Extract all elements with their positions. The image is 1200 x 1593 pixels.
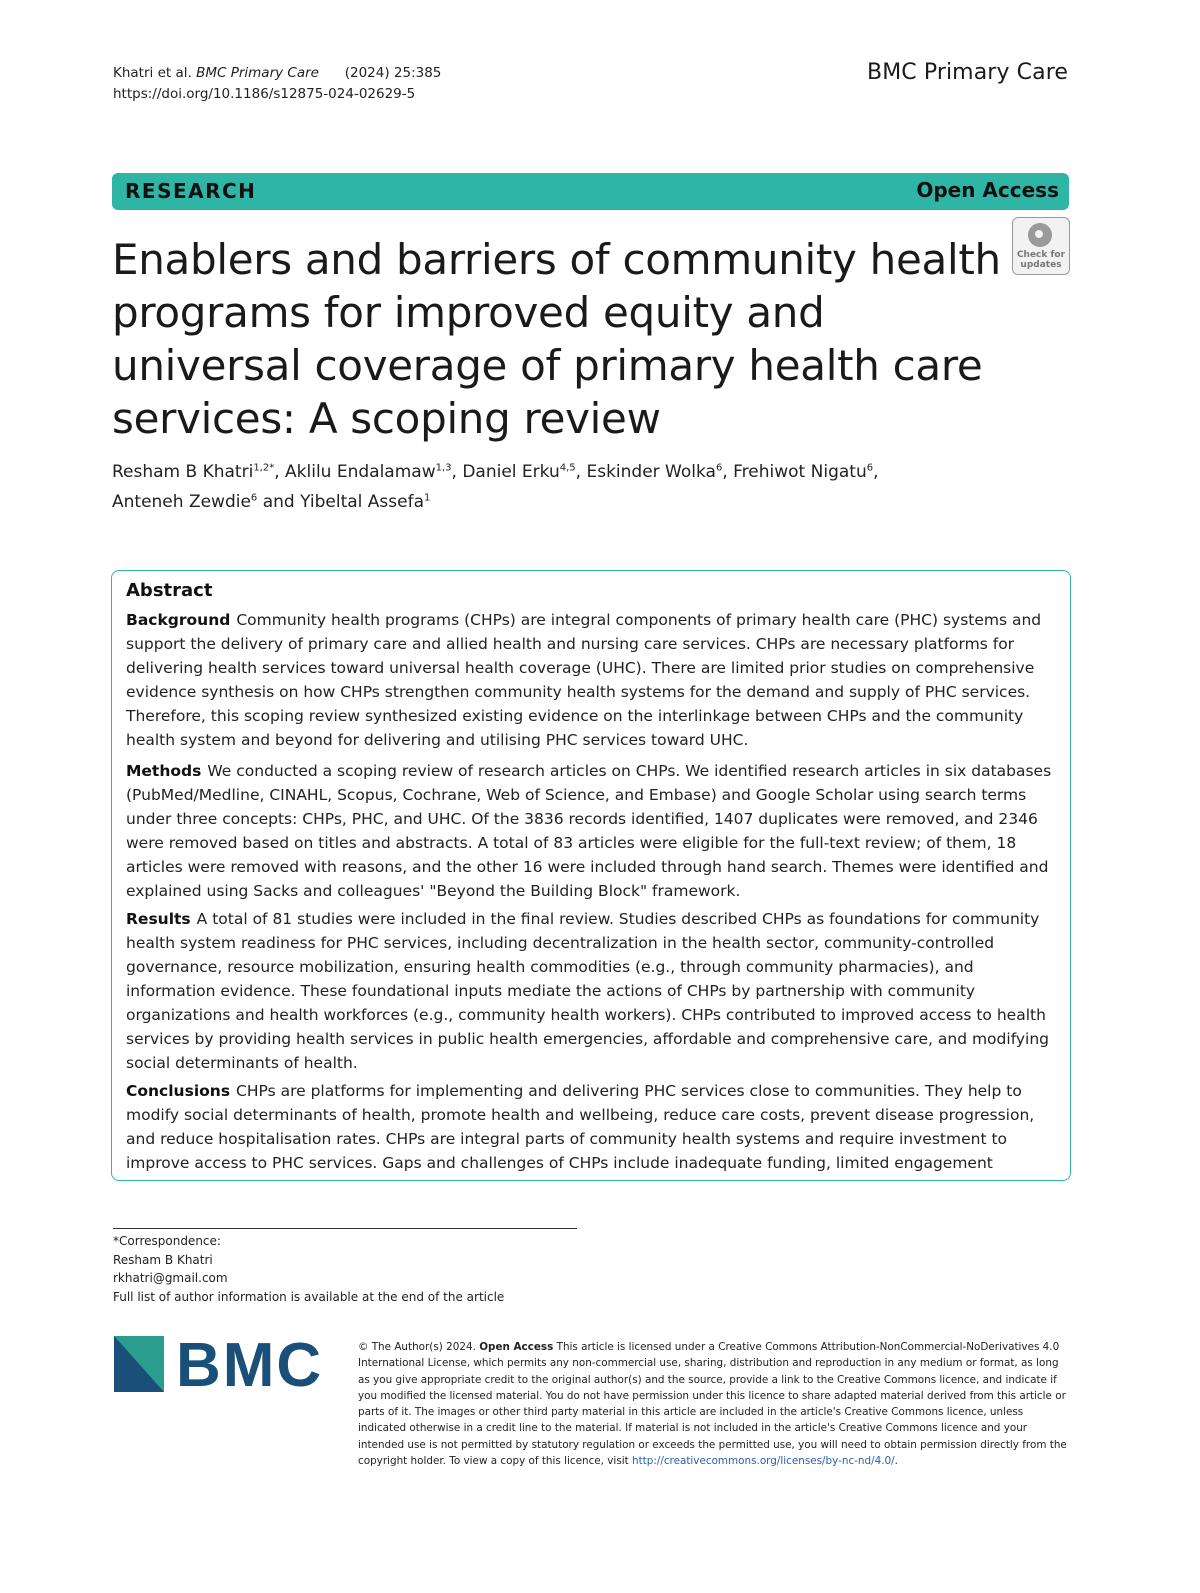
correspondence-label: *Correspondence: <box>113 1234 221 1248</box>
badge-text: Check for updates <box>1016 250 1066 270</box>
license-open-access: Open Access <box>479 1341 554 1353</box>
background-label: Background <box>126 611 231 629</box>
background-text: Community health programs (CHPs) are integral components of primary health care (PHC) systems and support the delivery of primary care and allied health and nursing care services. CHPs are necessary platforms for delivering health services toward universal health coverage (UHC). There are limited prior studies on comprehensive evidence synthesis on how CHPs strengthen community health systems for the demand and supply of PHC services. Therefore, this scoping review synthesized existing evidence on the interlinkage between CHPs and the community health system and beyond for delivering and utilising PHC services toward UHC. <box>126 611 1042 749</box>
author-affiliation: 6 <box>715 462 723 474</box>
author-affiliation: 1,2* <box>253 462 275 474</box>
abstract-box <box>111 570 1071 1181</box>
author-info-note: Full list of author information is available at the end of the article <box>113 1289 505 1304</box>
footnote-divider <box>113 1228 577 1229</box>
logo-text: BMC <box>176 1336 324 1392</box>
author-list: Resham B Khatri$^{1,2*}$, Aklilu Endalamaw$^{1,3}$, Daniel Erku$^{4,5}$, Eskinder Wolka$^6$, Frehiwot Nigatu$^6$, Anteneh Zewdie$^6$ and Yibeltal Assefa$^1$ <box>112 462 879 512</box>
citation-journal: BMC Primary Care <box>196 65 319 81</box>
results-label: Results <box>126 910 191 928</box>
author-name[interactable]: Yibeltal Assefa <box>300 492 424 512</box>
author-affiliation: 4,5 <box>559 462 576 474</box>
correspondence-email[interactable]: rkhatri@gmail.com <box>113 1271 228 1285</box>
author-name[interactable]: Resham B Khatri <box>112 462 254 482</box>
abstract-results <box>126 907 1056 1075</box>
author-name[interactable]: Aklilu Endalamaw <box>285 462 436 482</box>
check-for-updates-badge[interactable] <box>1012 217 1070 275</box>
open-access-label: Open Access <box>916 178 1059 202</box>
article-type-label: RESEARCH <box>125 179 257 203</box>
methods-text: We conducted a scoping review of research articles on CHPs. We identified research articles in six databases (PubMed/Medline, CINAHL, Scopus, Cochrane, Web of Science, and Embase) and Google Scholar using search terms under three concepts: CHPs, PHC, and UHC. Of the 3836 records identified, 1407 duplicates were removed, and 2346 were removed based on titles and abstracts. A total of 83 articles were eligible for the full-text review; of them, 18 articles were removed with reasons, and the other 16 were included through hand search. Themes were identified and explained using Sacks and colleagues' "Beyond the Building Block" framework. <box>126 762 1052 900</box>
license-end: . <box>894 1455 898 1468</box>
author-name[interactable]: Frehiwot Nigatu <box>733 462 867 482</box>
author-name[interactable]: Daniel Erku <box>462 462 560 482</box>
license-text <box>358 1339 1070 1469</box>
citation-block <box>113 63 441 105</box>
results-text: A total of 81 studies were included in the final review. Studies described CHPs as foundations for community health system readiness for PHC services, including decentralization in the health sector, community-controlled governance, resource mobilization, ensuring health commodities (e.g., through community pharmacies), and information evidence. These foundational inputs mediate the actions of CHPs by partnership with community organizations and health workforces (e.g., community health workers). CHPs contributed to improved access to health services by providing health services in public health emergencies, affordable and comprehensive care, and modifying social determinants of health. <box>126 910 1050 1072</box>
conclusions-text: CHPs are platforms for implementing and delivering PHC services close to communities. They help to modify social determinants of health, promote health and wellbeing, reduce care costs, prevent disease progression, and reduce hospitalisation rates. CHPs are integral parts of community health systems and require investment to improve access to PHC services. Gaps and challenges of CHPs include inadequate funding, limited engagement <box>126 1082 1035 1172</box>
doi-link[interactable]: https://doi.org/10.1186/s12875-024-02629-5 <box>113 86 416 102</box>
abstract-heading: Abstract <box>126 580 213 601</box>
correspondence-name: Resham B Khatri <box>113 1252 213 1267</box>
abstract-methods <box>126 759 1056 903</box>
journal-name: BMC Primary Care <box>867 60 1068 85</box>
citation-authors: Khatri et al. <box>113 65 197 81</box>
citation-volume: (2024) 25:385 <box>344 65 442 81</box>
license-body: This article is licensed under a Creative Commons Attribution-NonCommercial-NoDerivatives 4.0 International License, which permits any non-commercial use, sharing, distribution and reproduction in any medium or format, as long as you give appropriate credit to the original author(s) and the source, provide a link to the Creative Commons licence, and indicate if you modified the licensed material. You do not have permission under this licence to share adapted material derived from this article or parts of it. The images or other third party material in this article are included in the article's Creative Commons licence, unless indicated otherwise in a credit line to the material. If material is not included in the article's Creative Commons licence and your intended use is not permitted by statutory regulation or exceeds the permitted use, you will need to obtain permission directly from the copyright holder. To view a copy of this licence, visit <box>358 1341 1067 1468</box>
conclusions-label: Conclusions <box>126 1082 231 1100</box>
author-affiliation: 1,3 <box>435 462 452 474</box>
bmc-logo <box>114 1336 329 1392</box>
article-type-banner <box>112 173 1069 210</box>
update-check-icon <box>1028 223 1052 247</box>
correspondence-block <box>113 1232 504 1306</box>
abstract-background <box>126 608 1056 752</box>
abstract-conclusions <box>126 1079 1056 1175</box>
author-affiliation: 6 <box>250 492 258 504</box>
author-affiliation: 6 <box>866 462 874 474</box>
article-title: Enablers and barriers of community health programs for improved equity and universal coverage of primary health care services: A scoping review <box>112 235 1001 443</box>
author-name[interactable]: Eskinder Wolka <box>586 462 716 482</box>
citation-line <box>113 63 441 84</box>
author-affiliation: 1 <box>423 492 431 504</box>
license-url-link[interactable]: http://creativecommons.org/licenses/by-nc-nd/4.0/ <box>632 1455 895 1468</box>
license-lead: © The Author(s) 2024. <box>358 1341 480 1353</box>
author-name[interactable]: Anteneh Zewdie <box>112 492 251 512</box>
methods-label: Methods <box>126 762 202 780</box>
